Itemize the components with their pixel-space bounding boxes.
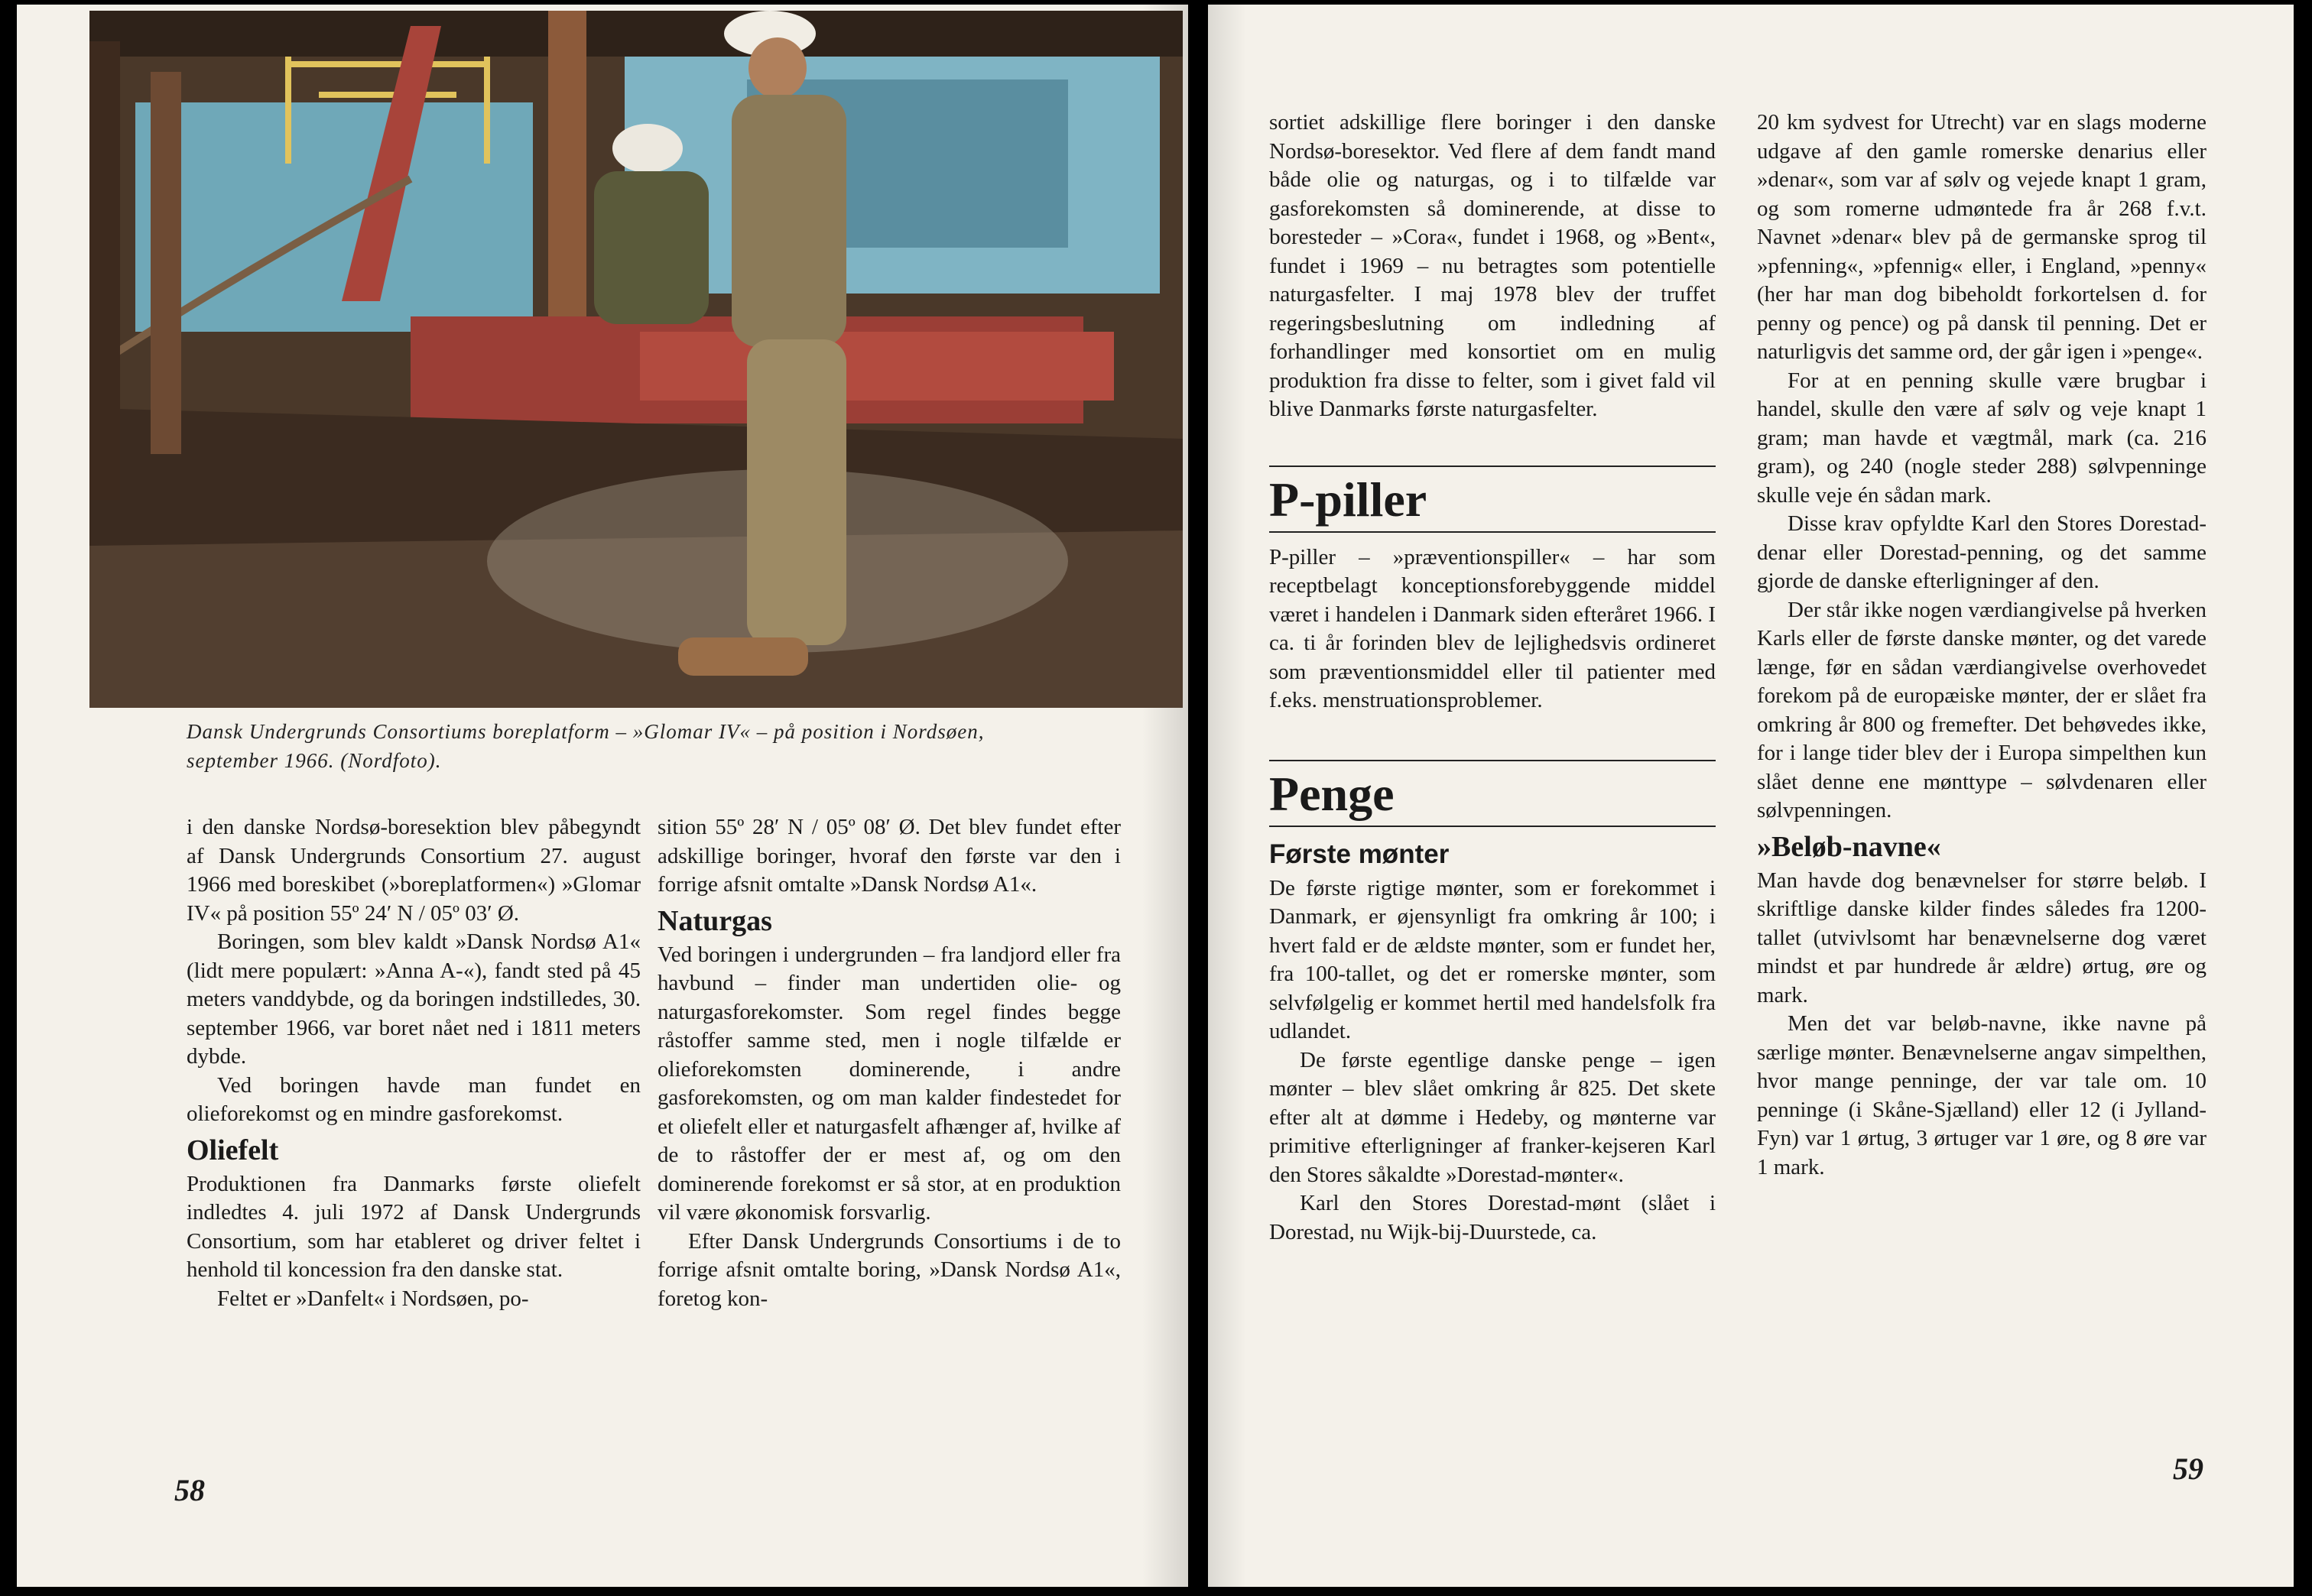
paragraph: P-piller – »præventionspiller« – har som receptbelagt konceptionsforebyggende middel været i handelen i Danmark siden efteråret 1966. I ca. ti år forinden blev de lejlighedsvis ordineret som præventionsmiddel eller til patienter med f.eks. menstruationsproblemer. [1269,544,1716,712]
left-column-2 [658,813,1121,1313]
paragraph: i den danske Nordsø-boresektion blev påbegyndt af Dansk Undergrunds Consortium 27. august 1966 med boreskibet (»boreplatformen«) »Glomar IV« på position 55º 24′ N / 05º 03′ Ø. [187,815,641,926]
paragraph: 20 km sydvest for Utrecht) var en slags moderne udgave af den gamle romerske denarius eller »denar«, som var af sølv og vejede knapt 1 gram, og som romerne udmøntede fra år 268 f.v.t. Navnet »denar« blev på de germanske sprog til »pfenning«, »pfennig« eller, i England, »penny« (her har man dog bibeholdt forkortelsen d. for penny og pence) og på dansk til penning. Det er naturligvis det samme ord, der går igen i »penge«. [1757,110,2206,364]
heading-forste-monter: Første mønter [1269,839,1450,869]
page-number: 58 [174,1473,205,1507]
section-heading-p-piller: P-piller [1269,466,1716,533]
left-column-1 [187,813,641,1313]
paragraph: Efter Dansk Undergrunds Consortiums i de to forrige afsnit omtalte boring, »Dansk Nordsø A1«, foretog kon- [658,1228,1121,1311]
paragraph: Men det var beløb-navne, ikke navne på særlige mønter. Benævnelserne angav simpelthen, hvor mange penninge, der var tale om. 10 penninge (i Skåne-Sjælland) eller 12 (i Jylland-Fyn) var 1 ørtug, 3 ørtuger var 1 øre, og 8 øre var 1 mark. [1757,1011,2206,1179]
right-page [1208,5,2294,1587]
paragraph: De første rigtige mønter, som er forekommet i Danmark, er øjensynligt fra omkring år 100; i hvert fald er de ældste mønter, som er fundet her, fra 100-tallet, og det er romerske mønter, som selvfølgelig er kommet hertil med handelsfolk fra udlandet. [1269,875,1716,1043]
paragraph: Disse krav opfyldte Karl den Stores Dorestad-denar eller Dorestad-penning, og det samme gjorde de danske efterligninger af den. [1757,511,2206,593]
paragraph: Karl den Stores Dorestad-mønt (slået i Dorestad, nu Wijk-bij-Duurstede, ca. [1269,1191,1716,1244]
drilling-platform-photo [89,11,1183,708]
paragraph: De første egentlige danske penge – igen mønter – blev slået omkring år 825. Det skete efter alt at dømme i Hedeby, og mønterne var primitive efterligninger af franker-kejseren Karl den Stores såkaldte »Dorestad-mønter«. [1269,1047,1716,1187]
heading-belob-navne: »Beløb-navne« [1757,830,1941,863]
heading-naturgas: Naturgas [658,904,772,937]
paragraph: sortiet adskillige flere boringer i den danske Nordsø-boresektor. Ved flere af dem fandt mand både olie og naturgas, og i to tilfælde var gasforekomsten så dominerende, at disse to boresteder – »Cora«, fundet i 1968, og »Bent«, fundet i 1969 – nu betragtes som potentielle naturgasfelter. I maj 1978 blev der truffet regeringsbeslutning om indledning af forhandlinger med konsortiet om en mulig produktion fra disse to felter, som i givet fald vil blive Danmarks første naturgasfelter. [1269,110,1716,421]
paragraph: Man havde dog benævnelser for større beløb. I skriftlige danske kilder findes således fra 1200-tallet (utvivlsomt har benævnelserne dog været mindst et par hundrede år ældre) ørtug, øre og mark. [1757,868,2206,1007]
section-heading-penge: Penge [1269,760,1716,827]
paragraph: Feltet er »Danfelt« i Nordsøen, po- [217,1286,529,1311]
gutter-shadow [1208,5,1246,1587]
page-number: 59 [2173,1452,2203,1486]
right-column-2 [1757,109,2206,1182]
paragraph: Produktionen fra Danmarks første oliefelt indledtes 4. juli 1972 af Dansk Undergrunds Consortium, som har etableret og driver feltet i henhold til koncession fra den danske stat. [187,1171,641,1282]
photo-caption: Dansk Undergrunds Consortiums boreplatform – »Glomar IV« – på position i Nordsøen, september 1966. (Nordfoto). [187,720,985,772]
paragraph: For at en penning skulle være brugbar i handel, skulle den være af sølv og veje knapt 1 gram; man havde et vægtmål, mark (ca. 216 gram), og 240 (nogle steder 288) sølvpenninge skulle veje én sådan mark. [1757,368,2206,508]
paragraph: Boringen, som blev kaldt »Dansk Nordsø A1« (lidt mere populært: »Anna A-«), fandt sted på 45 meters vanddybde, og da boringen indstilledes, 30. september 1966, var boret nået ned i 1811 meters dybde. [187,929,641,1069]
paragraph: Ved boringen i undergrunden – fra landjord eller fra havbund – finder man undertiden olie- og naturgasforekomster. Som regel findes begge råstoffer samme sted, men i nogle tilfælde er olieforekomsten dominerende, i andre gasforekomsten, og om man kalder findestedet for et oliefelt eller et naturgasfelt afhænger af, hvilke af de to råstoffer der er mest af, og om den dominerende forekomst er så stor, at en produktion vil være økonomisk forsvarlig. [658,942,1121,1225]
right-column-1 [1269,109,1716,1247]
left-page [17,5,1188,1587]
paragraph: Der står ikke nogen værdiangivelse på hverken Karls eller de første danske mønter, og det varede længe, før en sådan værdiangivelse overhovedet forekom på de europæiske mønter, der er slået fra omkring år 800 og fremefter. Det behøvedes ikke, for i lange tider blev der i Europa simpelthen kun slået denne ene mønttype – sølvdenaren eller sølvpenningen. [1757,597,2206,822]
paragraph: sition 55º 28′ N / 05º 08′ Ø. Det blev fundet efter adskillige boringer, hvoraf den første var den i forrige afsnit omtalte »Dansk Nordsø A1«. [658,815,1121,897]
paragraph: Ved boringen havde man fundet en olieforekomst og en mindre gasforekomst. [187,1072,641,1126]
heading-oliefelt: Oliefelt [187,1134,279,1166]
photo-illustration [89,11,1183,708]
